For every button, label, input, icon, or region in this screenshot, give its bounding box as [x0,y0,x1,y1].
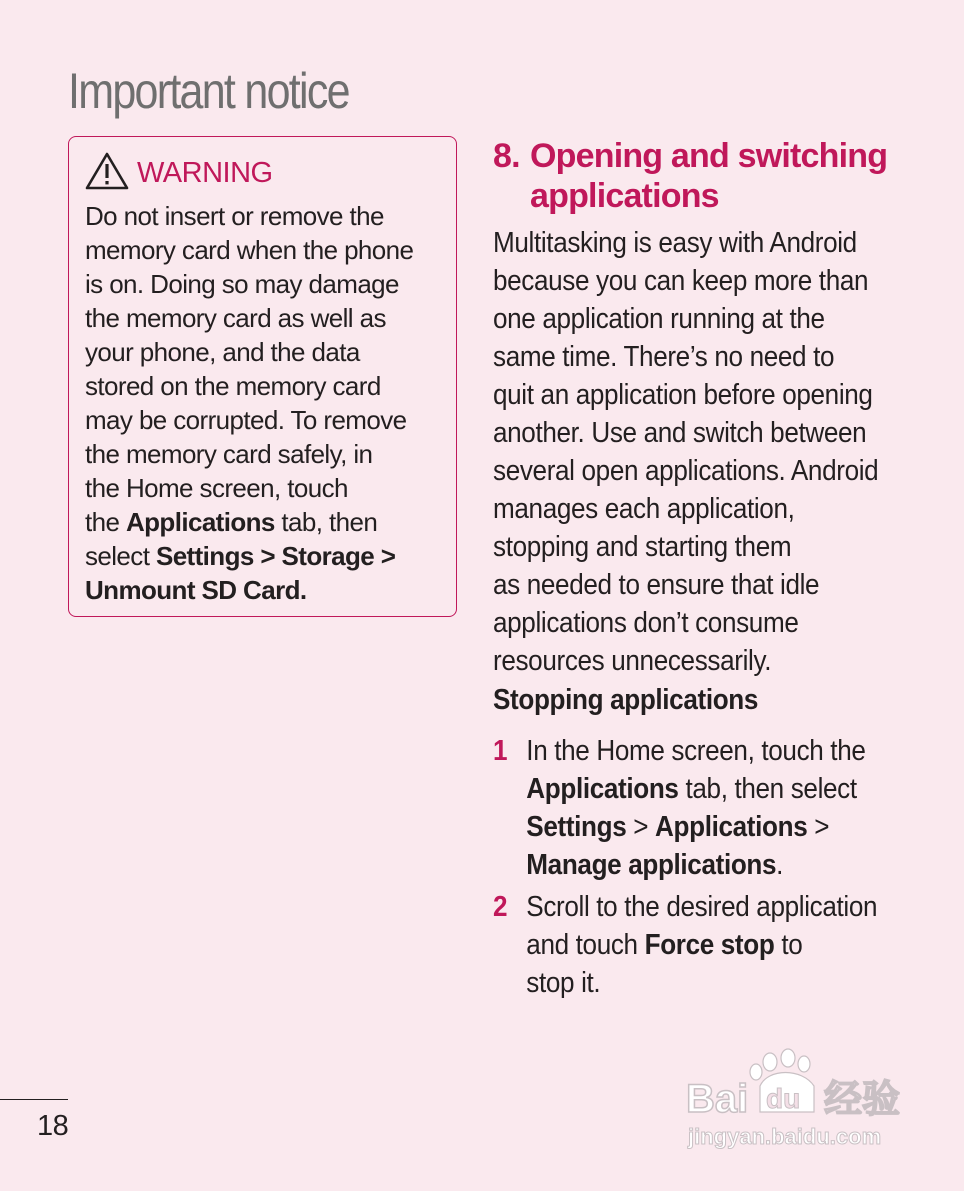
step-number: 2 [493,891,508,923]
settings-term: Settings [526,811,627,843]
settings-path-term: Settings > Storage > [155,541,396,571]
warning-text-fragment: tab, then [274,507,378,537]
warning-triangle-icon [85,152,129,190]
step-line: stop it. [526,967,601,999]
intro-line: another. Use and switch between [493,417,867,449]
force-stop-term: Force stop [644,929,775,961]
page-title: Important notice [68,63,349,119]
warning-line: may be corrupted. To remove [85,405,407,435]
warning-line: the memory card as well as [85,303,386,333]
page-number-rule [0,1099,68,1100]
warning-line [85,539,445,573]
warning-line: Do not insert or remove the [85,201,384,231]
section-heading-line: Opening and switching [530,137,888,175]
step-number: 1 [493,735,508,767]
section-number: 8. [493,137,520,175]
intro-line: manages each application, [493,493,795,525]
section-heading-line: applications [530,177,719,215]
step-text-fragment: tab, then select [678,773,857,805]
watermark-url: jingyan.baidu.com [688,1124,882,1149]
warning-header [85,151,273,190]
manage-applications-term: Manage applications [526,849,777,881]
step-text-fragment: . [776,849,784,881]
step-line [526,808,907,846]
warning-label: WARNING [137,157,273,189]
warning-line: memory card when the phone [85,235,414,265]
step-text [526,888,907,1002]
steps-list [493,732,907,1002]
intro-line: Multitasking is easy with Android [493,227,857,259]
warning-line: is on. Doing so may damage [85,269,399,299]
stopping-applications-subheading: Stopping applications [493,684,759,716]
step-text [526,732,907,884]
warning-line: the Home screen, touch [85,473,348,503]
intro-line: same time. There’s no need to [493,341,835,373]
page-number: 18 [37,1110,69,1142]
intro-line: one application running at the [493,303,825,335]
step-line [526,926,907,964]
section-heading [493,136,913,216]
intro-line: stopping and starting them [493,531,792,563]
step-line: Scroll to the desired application [526,891,878,923]
section-intro [493,224,907,680]
warning-text-fragment: select [85,541,156,571]
watermark-brand-cn: 经验 [824,1077,901,1121]
applications-tab-term: Applications [526,773,679,805]
intro-line: quit an application before opening [493,379,873,411]
warning-text-fragment: the [85,507,126,537]
warning-box [68,136,457,617]
warning-line: the memory card safely, in [85,439,373,469]
warning-line: your phone, and the data [85,337,360,367]
warning-text [85,199,445,607]
warning-line: stored on the memory card [85,371,381,401]
step-text-fragment: and touch [526,929,645,961]
warning-line [85,505,445,539]
intro-line: as needed to ensure that idle [493,569,820,601]
section-column [493,136,913,999]
watermark-brand: Bai [686,1077,749,1121]
step-text-fragment: to [774,929,803,961]
step-item [493,888,907,1002]
step-line [526,770,907,808]
baidu-jingyan-watermark [684,1048,910,1152]
intro-line: several open applications. Android [493,455,879,487]
section-heading-text [530,136,887,216]
intro-line: because you can keep more than [493,265,869,297]
step-line [526,846,907,884]
applications-term: Applications [655,811,808,843]
warning-line [85,573,445,607]
step-item [493,732,907,884]
applications-tab-term: Applications [125,507,275,537]
step-line: In the Home screen, touch the [526,735,866,767]
watermark-brand-paw: du [766,1083,801,1114]
path-separator: > [807,811,830,843]
intro-line: applications don’t consume [493,607,799,639]
unmount-term: Unmount SD Card. [85,575,307,605]
intro-line: resources unnecessarily. [493,645,772,677]
path-separator: > [626,811,656,843]
